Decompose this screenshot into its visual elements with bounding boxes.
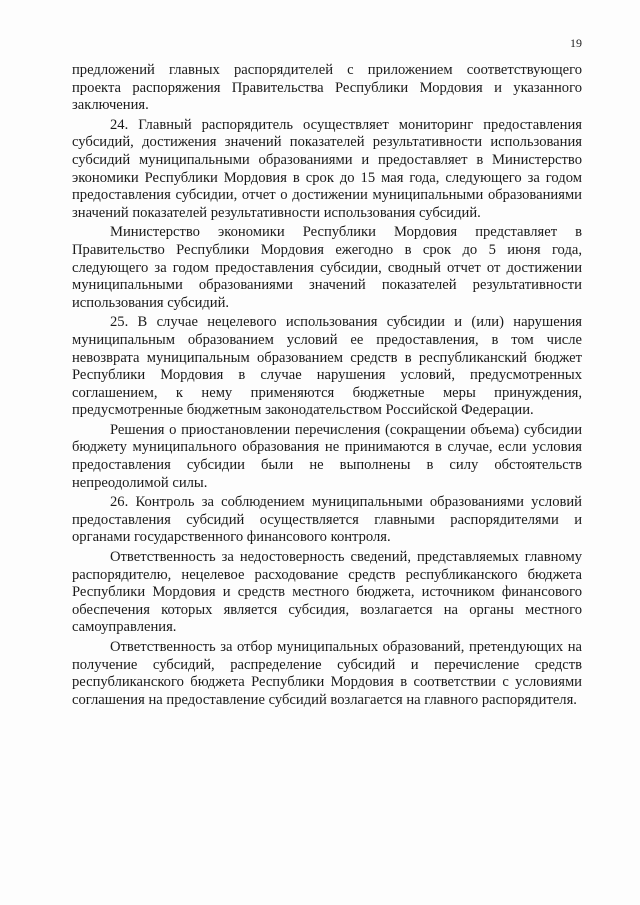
paragraph-item-25: 25. В случае нецелевого использования субсидии и (или) нарушения муниципальным образованием условий ее предоставления, в том числе невозврата муниципальным образованием средств в республиканский бюджет Республики Мордовия в случае нарушения условий, предусмотренных соглашением, к нему применяются бюджетные меры принуждения, предусмотренные бюджетным законодательством Российской Федерации.: [72, 314, 582, 419]
page-number: 19: [570, 36, 582, 50]
paragraph-suspension-decisions: Решения о приостановлении перечисления (сокращении объема) субсидии бюджету муниципального образования не принимаются в случае, если условия предоставления субсидии были не выполнены в силу обстоятельств непреодолимой силы.: [72, 421, 582, 491]
document-body: [72, 62, 582, 711]
paragraph-responsibility-local: Ответственность за недостоверность сведений, представляемых главному распорядителю, нецелевое расходование средств республиканского бюджета Республики Мордовия и средств местного бюджета, источником финансового обеспечения которых является субсидия, возлагается на органы местного самоуправления.: [72, 549, 582, 636]
paragraph-ministry-report: Министерство экономики Республики Мордовия представляет в Правительство Республики Мордовия ежегодно в срок до 5 июня года, следующего за годом предоставления субсидии, сводный отчет от достижении муниципальными образованиями значений показателей результативности использования субсидий.: [72, 224, 582, 311]
paragraph-item-26: 26. Контроль за соблюдением муниципальными образованиями условий предоставления субсидий осуществляется главными распорядителями и органами государственного финансового контроля.: [72, 494, 582, 546]
paragraph-continuation: предложений главных распорядителей с приложением соответствующего проекта распоряжения Правительства Республики Мордовия и указанного заключения.: [72, 62, 582, 114]
paragraph-responsibility-main: Ответственность за отбор муниципальных образований, претендующих на получение субсидий, распределение субсидий и перечисление средств республиканского бюджета Республики Мордовия в соответствии с условиями соглашения на предоставление субсидий возлагается на главного распорядителя.: [72, 639, 582, 708]
paragraph-item-24: 24. Главный распорядитель осуществляет мониторинг предоставления субсидий, достижения значений показателей результативности использования субсидий муниципальными образованиями и предоставляет в Министерство экономики Республики Мордовия в срок до 15 мая года, следующего за годом предоставления субсидии, отчет о достижении муниципальными образованиями значений показателей результативности использования субсидий.: [72, 116, 582, 221]
